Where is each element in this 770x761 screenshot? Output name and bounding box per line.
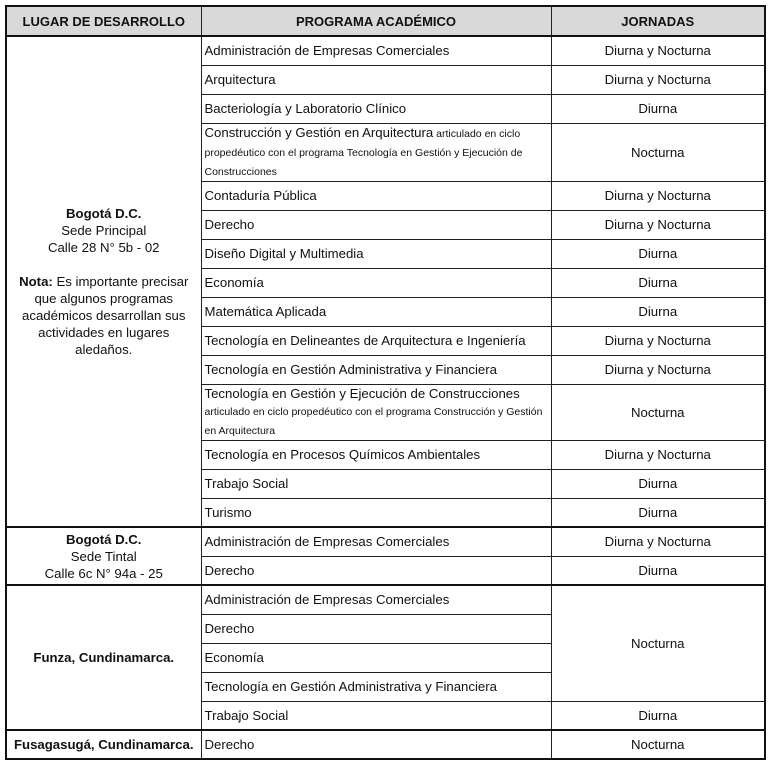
jornada-cell: Nocturna xyxy=(551,384,765,440)
jornada-cell: Nocturna xyxy=(551,585,765,701)
programa-cell: Administración de Empresas Comerciales xyxy=(201,36,551,65)
jornada-cell: Diurna xyxy=(551,556,765,585)
jornada-cell: Diurna xyxy=(551,94,765,123)
lugar-title: Funza, Cundinamarca. xyxy=(33,650,175,665)
table-row xyxy=(6,527,765,556)
header-jornadas: JORNADAS xyxy=(551,6,765,36)
note-label: Nota: xyxy=(19,274,53,289)
lugar-title: Fusagasugá, Cundinamarca. xyxy=(13,737,194,752)
programa-cell: Administración de Empresas Comerciales xyxy=(201,527,551,556)
jornada-cell: Diurna y Nocturna xyxy=(551,181,765,210)
table-row xyxy=(6,585,765,614)
jornada-cell: Nocturna xyxy=(551,730,765,759)
programa-cell: Diseño Digital y Multimedia xyxy=(201,239,551,268)
programa-cell: Administración de Empresas Comerciales xyxy=(201,585,551,614)
programa-cell: Tecnología en Delineantes de Arquitectura e Ingeniería xyxy=(201,326,551,355)
programa-extra: articulado en ciclo propedéutico con el programa Construcción y Gestión en Arquitectura xyxy=(204,405,543,437)
programa-cell: Economía xyxy=(201,268,551,297)
lugar-cell-fusagasuga xyxy=(6,730,201,759)
jornada-cell: Diurna y Nocturna xyxy=(551,65,765,94)
lugar-sub: Sede Tintal xyxy=(70,548,137,564)
programa-cell: Tecnología en Procesos Químicos Ambientales xyxy=(201,440,551,469)
programa-cell: Derecho xyxy=(201,556,551,585)
lugar-cell-sede-principal xyxy=(6,36,201,527)
programa-cell: Trabajo Social xyxy=(201,701,551,730)
jornada-cell: Diurna xyxy=(551,268,765,297)
programa-cell xyxy=(201,123,551,181)
lugar-note xyxy=(10,273,198,358)
programa-cell: Turismo xyxy=(201,498,551,527)
table-header-row xyxy=(6,6,765,36)
lugar-title: Bogotá D.C. xyxy=(66,531,142,547)
jornada-cell: Diurna y Nocturna xyxy=(551,440,765,469)
note-text: Es importante precisar que algunos programas académicos desarrollan sus actividades en lugares aledaños. xyxy=(22,274,189,357)
lugar-address: Calle 28 N° 5b - 02 xyxy=(47,240,160,255)
programa-extra: articulado en ciclo propedéutico con el programa Tecnología en Gestión y Ejecución de Construcciones xyxy=(204,127,523,178)
programa-name: Tecnología en Gestión y Ejecución de Construcciones xyxy=(204,385,520,401)
header-lugar: LUGAR DE DESARROLLO xyxy=(6,6,201,36)
programa-cell: Tecnología en Gestión Administrativa y Financiera xyxy=(201,672,551,701)
jornada-cell: Diurna y Nocturna xyxy=(551,210,765,239)
programa-name: Construcción y Gestión en Arquitectura xyxy=(204,124,434,140)
lugar-cell-funza xyxy=(6,585,201,730)
programa-cell: Contaduría Pública xyxy=(201,181,551,210)
programa-cell: Trabajo Social xyxy=(201,469,551,498)
programa-cell: Derecho xyxy=(201,614,551,643)
jornada-cell: Diurna y Nocturna xyxy=(551,527,765,556)
jornada-cell: Diurna xyxy=(551,297,765,326)
lugar-title: Bogotá D.C. xyxy=(66,206,142,221)
programa-cell: Derecho xyxy=(201,210,551,239)
programa-cell: Bacteriología y Laboratorio Clínico xyxy=(201,94,551,123)
programa-cell: Arquitectura xyxy=(201,65,551,94)
table-row xyxy=(6,36,765,65)
programa-cell: Economía xyxy=(201,643,551,672)
jornada-cell: Diurna y Nocturna xyxy=(551,36,765,65)
programa-cell: Derecho xyxy=(201,730,551,759)
jornada-cell: Nocturna xyxy=(551,123,765,181)
jornada-cell: Diurna xyxy=(551,469,765,498)
lugar-cell-sede-tintal xyxy=(6,527,201,585)
jornada-cell: Diurna xyxy=(551,498,765,527)
lugar-sub: Sede Principal xyxy=(61,223,147,238)
header-programa: PROGRAMA ACADÉMICO xyxy=(201,6,551,36)
lugar-address: Calle 6c N° 94a - 25 xyxy=(44,565,163,581)
jornada-cell: Diurna xyxy=(551,239,765,268)
jornada-cell: Diurna xyxy=(551,701,765,730)
programa-cell: Matemática Aplicada xyxy=(201,297,551,326)
programa-cell: Tecnología en Gestión Administrativa y Financiera xyxy=(201,355,551,384)
jornada-cell: Diurna y Nocturna xyxy=(551,326,765,355)
table-row xyxy=(6,730,765,759)
programa-cell xyxy=(201,384,551,440)
programs-table xyxy=(5,5,766,760)
jornada-cell: Diurna y Nocturna xyxy=(551,355,765,384)
